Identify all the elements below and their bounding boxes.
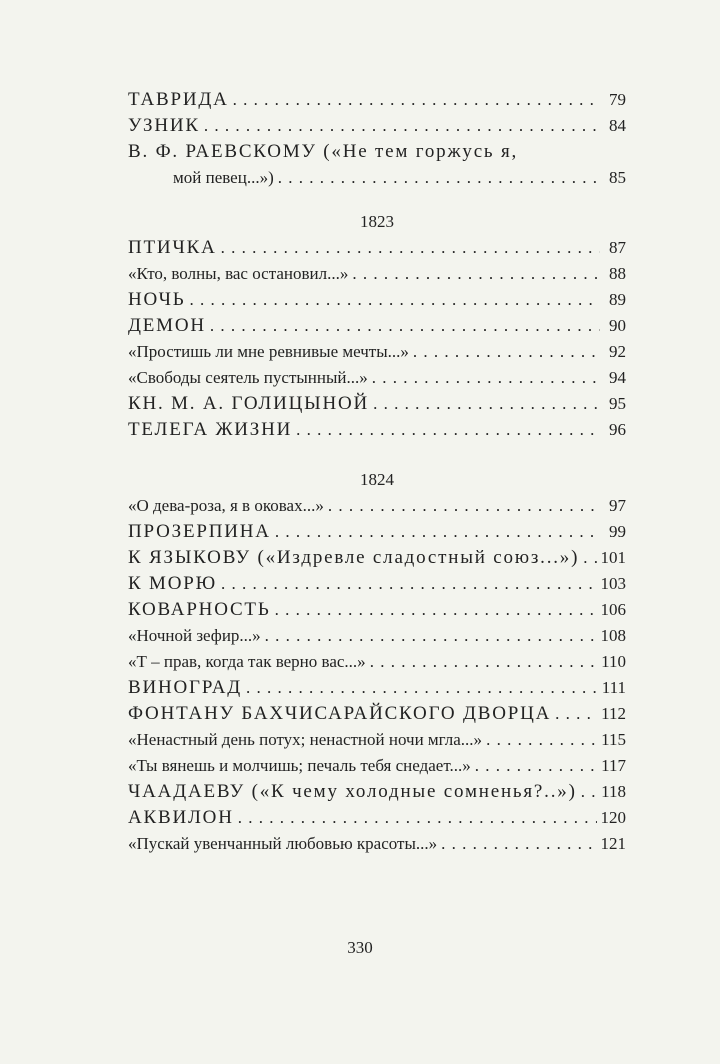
- year-heading-1824: 1824: [360, 470, 394, 489]
- toc-entry-title: «Ты вянешь и молчишь; печаль тебя снедает...»: [128, 756, 471, 775]
- toc-entry-raevsky-line1: [128, 139, 626, 165]
- toc-entry-title: «Пускай увенчанный любовью красоты...»: [128, 834, 438, 853]
- toc-entry-page: 110: [601, 652, 626, 671]
- toc-entry-title: ДЕМОН: [128, 315, 206, 336]
- toc-entry-title: «Ненастный день потух; ненастной ночи мгла...»: [128, 730, 483, 749]
- toc-entry-title: ТЕЛЕГА ЖИЗНИ: [128, 419, 293, 440]
- toc-entry-title: В. Ф. РАЕВСКОМУ («Не тем горжусь я,: [128, 141, 519, 162]
- dot-leader: [204, 113, 600, 139]
- toc-entry-page: 99: [609, 522, 626, 541]
- toc-entry: [128, 365, 626, 391]
- toc-entry-page: 97: [609, 496, 626, 515]
- dot-leader: [555, 701, 597, 727]
- toc-entry-page: 85: [609, 168, 626, 187]
- toc-entry-page: 103: [600, 574, 626, 593]
- toc-entry: [128, 623, 626, 649]
- toc-entry-title: АКВИЛОН: [128, 807, 234, 828]
- dot-leader: [265, 623, 597, 649]
- toc-entry-page: 90: [609, 316, 626, 335]
- toc-entry-page: 92: [609, 342, 626, 361]
- toc-entry-title: «Кто, волны, вас остановил...»: [128, 264, 349, 283]
- toc-entry-page: 87: [609, 238, 626, 257]
- year-heading-1823: 1823: [360, 212, 394, 231]
- toc-entry-title: «Ночной зефир...»: [128, 626, 261, 645]
- toc-entry-page: 117: [601, 756, 626, 775]
- toc-entry-page: 111: [601, 678, 626, 697]
- toc-entry: [128, 675, 626, 701]
- dot-leader: [296, 417, 600, 443]
- toc-entry: [128, 417, 626, 443]
- toc-entry: [128, 701, 626, 727]
- toc-entry-title: «Простишь ли мне ревнивые мечты...»: [128, 342, 409, 361]
- toc-entry-page: 94: [609, 368, 626, 387]
- toc-entry-title: «О дева-роза, я в оковах...»: [128, 496, 324, 515]
- toc-entry: [128, 649, 626, 675]
- toc-entry: [128, 519, 626, 545]
- table-of-contents: [128, 87, 626, 857]
- toc-entry: [128, 261, 626, 287]
- toc-group-1823: [128, 235, 626, 443]
- toc-entry: [128, 727, 626, 753]
- dot-leader: [486, 727, 597, 753]
- dot-leader: [352, 261, 600, 287]
- dot-leader: [328, 493, 600, 519]
- dot-leader: [583, 545, 596, 571]
- dot-leader: [246, 675, 598, 701]
- dot-leader: [278, 165, 600, 191]
- page-number: 330: [347, 938, 373, 957]
- dot-leader: [275, 597, 597, 623]
- toc-entry-raevsky-line2: [128, 165, 626, 191]
- dot-leader: [275, 519, 600, 545]
- toc-entry: [128, 339, 626, 365]
- toc-entry-page: 96: [609, 420, 626, 439]
- dot-leader: [413, 339, 600, 365]
- toc-entry-page: 118: [601, 782, 626, 801]
- toc-entry: [128, 779, 626, 805]
- dot-leader: [372, 365, 600, 391]
- toc-entry-title: «Свободы сеятель пустынный...»: [128, 368, 368, 387]
- toc-entry-title: К МОРЮ: [128, 573, 217, 594]
- toc-entry-page: 112: [601, 704, 626, 723]
- dot-leader: [581, 779, 597, 805]
- toc-entry-title: ТАВРИДА: [128, 89, 229, 110]
- toc-entry: [128, 287, 626, 313]
- toc-entry: [128, 235, 626, 261]
- toc-entry-title: ЧААДАЕВУ («К чему холодные сомненья?..»): [128, 781, 577, 802]
- toc-entry-title: ФОНТАНУ БАХЧИСАРАЙСКОГО ДВОРЦА: [128, 703, 552, 724]
- dot-leader: [233, 87, 600, 113]
- toc-entry: [128, 493, 626, 519]
- toc-entry: [128, 113, 626, 139]
- toc-entry: [128, 545, 626, 571]
- dot-leader: [210, 313, 600, 339]
- toc-entry-page: 101: [600, 548, 626, 567]
- toc-entry: [128, 597, 626, 623]
- toc-entry: [128, 831, 626, 857]
- toc-entry: [128, 571, 626, 597]
- toc-entry-page: 84: [609, 116, 626, 135]
- toc-entry-title: ПРОЗЕРПИНА: [128, 521, 271, 542]
- toc-entry: [128, 753, 626, 779]
- toc-group-top: [128, 87, 626, 139]
- toc-entry-title: НОЧЬ: [128, 289, 186, 310]
- toc-entry-page: 88: [609, 264, 626, 283]
- toc-entry-title: УЗНИК: [128, 115, 200, 136]
- dot-leader: [475, 753, 597, 779]
- toc-entry-page: 106: [600, 600, 626, 619]
- toc-entry-page: 115: [601, 730, 626, 749]
- toc-group-1824: [128, 493, 626, 857]
- toc-entry-page: 108: [600, 626, 626, 645]
- toc-entry-page: 79: [609, 90, 626, 109]
- dot-leader: [370, 649, 597, 675]
- toc-entry: [128, 805, 626, 831]
- toc-entry: [128, 391, 626, 417]
- toc-entry-title: КОВАРНОСТЬ: [128, 599, 271, 620]
- dot-leader: [238, 805, 597, 831]
- dot-leader: [221, 235, 600, 261]
- toc-entry-title: К ЯЗЫКОВУ («Издревле сладостный союз...»): [128, 547, 580, 568]
- toc-entry-page: 121: [600, 834, 626, 853]
- toc-entry-page: 120: [600, 808, 626, 827]
- dot-leader: [189, 287, 600, 313]
- toc-entry-title: ВИНОГРАД: [128, 677, 243, 698]
- toc-entry-title: «Т – прав, когда так верно вас...»: [128, 652, 366, 671]
- toc-entry-title: КН. М. А. ГОЛИЦЫНОЙ: [128, 393, 370, 414]
- dot-leader: [221, 571, 597, 597]
- toc-entry-title: мой певец...»): [173, 168, 274, 187]
- dot-leader: [373, 391, 600, 417]
- toc-entry: [128, 87, 626, 113]
- toc-entry-page: 89: [609, 290, 626, 309]
- dot-leader: [441, 831, 596, 857]
- toc-entry: [128, 313, 626, 339]
- toc-entry-title: ПТИЧКА: [128, 237, 217, 258]
- toc-entry-page: 95: [609, 394, 626, 413]
